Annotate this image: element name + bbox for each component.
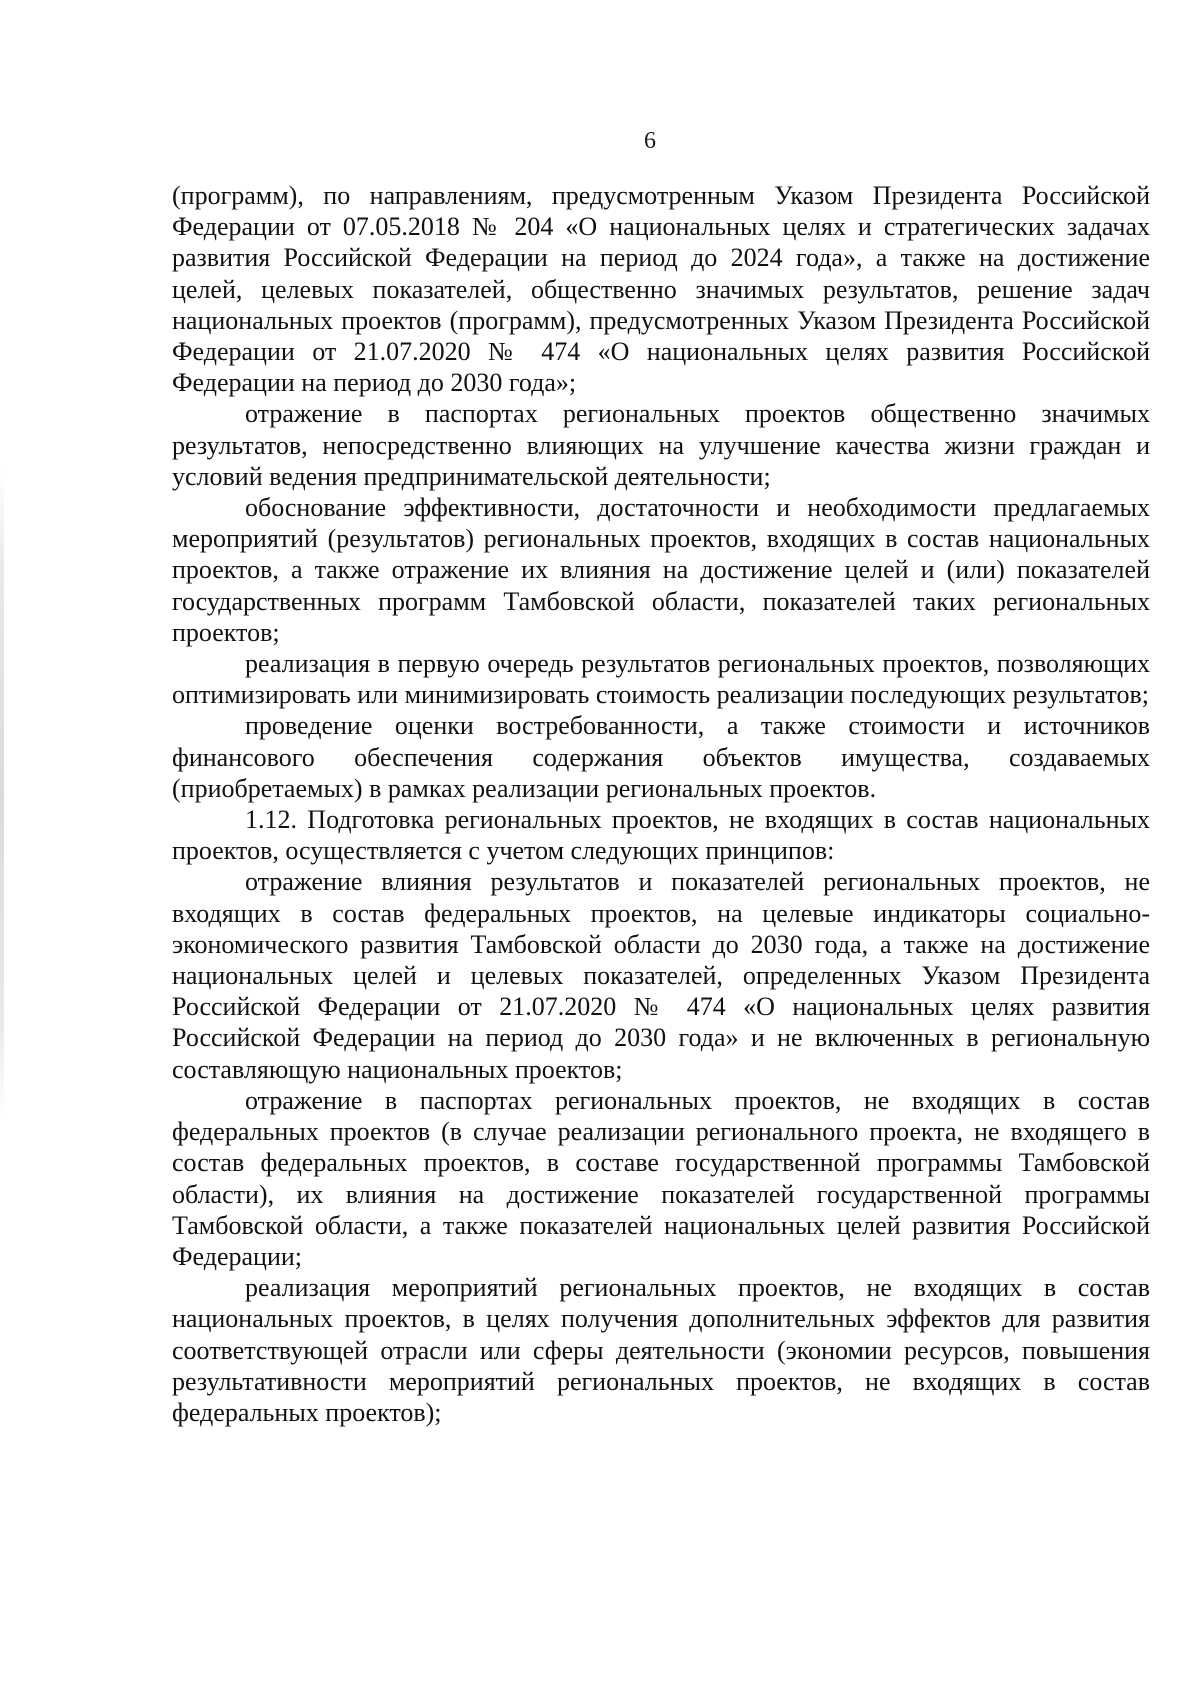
- paragraph-item: отражение влияния результатов и показателей региональных проектов, не входящих в состав федеральных проектов, на целевые индикаторы социально-экономического развития Тамбовской области до 2030 года, а также на достижение национальных целей и целевых показателей, определенных Указом Президента Российской Федерации от 21.07.2020 № 474 «О национальных целях развития Российской Федерации на период до 2030 года» и не включенных в региональную составляющую национальных проектов;: [172, 867, 1150, 1084]
- paragraph-item: обоснование эффективности, достаточности и необходимости предлагаемых мероприятий (результатов) региональных проектов, входящих в состав национальных проектов, а также отражение их влияния на достижение целей и (или) показателей государственных программ Тамбовской области, показателей таких региональных проектов;: [172, 493, 1150, 647]
- scan-edge-shadow: [0, 470, 4, 1120]
- page-number: 6: [644, 128, 656, 154]
- paragraph-item: отражение в паспортах региональных проектов, не входящих в состав федеральных проектов (в случае реализации регионального проекта, не входящего в состав федеральных проектов, в составе государственной программы Тамбовской области), их влияния на достижение показателей государственной программы Тамбовской области, а также показателей национальных целей развития Российской Федерации;: [172, 1085, 1150, 1271]
- paragraph-continuation: (программ), по направлениям, предусмотренным Указом Президента Российской Федерации от 07.05.2018 № 204 «О национальных целях и стратегических задачах развития Российской Федерации на период до 2024 года», а также на достижение целей, целевых показателей, общественно значимых результатов, решение задач национальных проектов (программ), предусмотренных Указом Президента Российской Федерации от 21.07.2020 № 474 «О национальных целях развития Российской Федерации на период до 2030 года»;: [172, 181, 1150, 398]
- paragraph-item: реализация мероприятий региональных проектов, не входящих в состав национальных проектов, в целях получения дополнительных эффектов для развития соответствующей отрасли или сферы деятельности (экономии ресурсов, повышения результативности мероприятий региональных проектов, не входящих в состав федеральных проектов);: [172, 1273, 1150, 1427]
- document-body: [172, 180, 1150, 1428]
- paragraph-section-1-12: 1.12. Подготовка региональных проектов, не входящих в состав национальных проектов, осуществляется с учетом следующих принципов:: [172, 805, 1150, 866]
- paragraph-item: проведение оценки востребованности, а также стоимости и источников финансового обеспечения содержания объектов имущества, создаваемых (приобретаемых) в рамках реализации региональных проектов.: [172, 711, 1150, 803]
- paragraph-item: отражение в паспортах региональных проектов общественно значимых результатов, непосредственно влияющих на улучшение качества жизни граждан и условий ведения предпринимательской деятельности;: [172, 399, 1150, 491]
- paragraph-item: реализация в первую очередь результатов региональных проектов, позволяющих оптимизировать или минимизировать стоимость реализации последующих результатов;: [172, 649, 1150, 710]
